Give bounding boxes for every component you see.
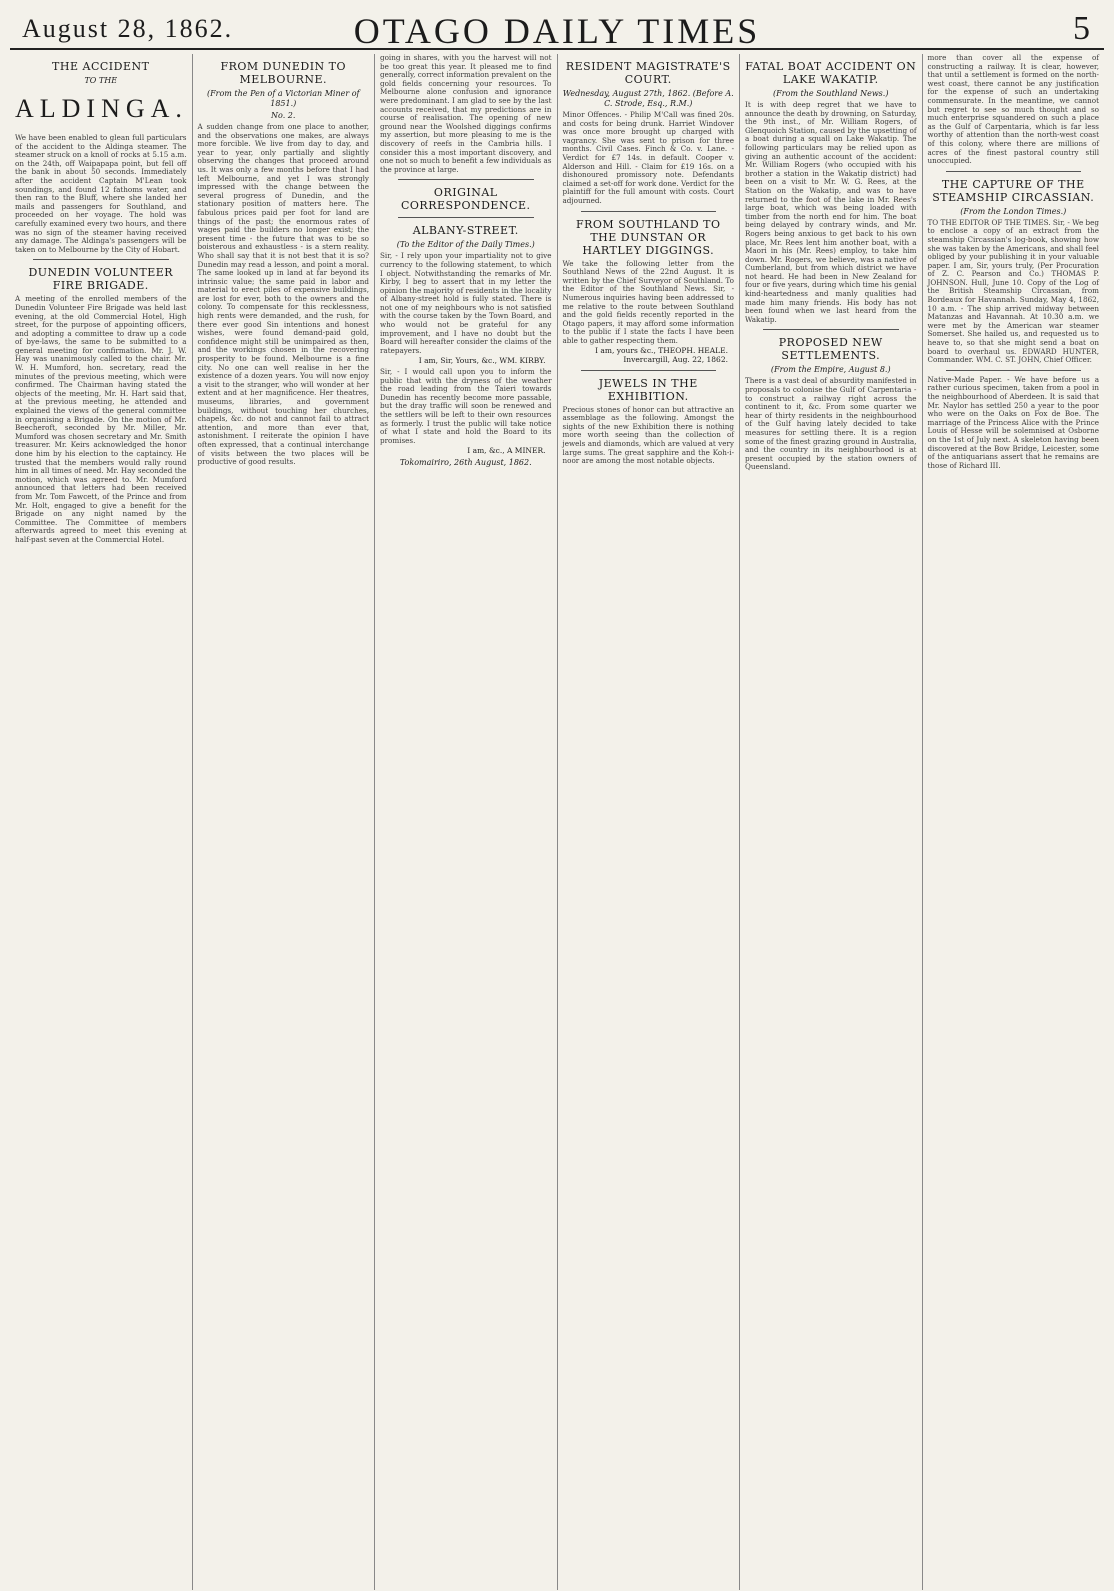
article-body: going in shares, with you the harvest will not be too great this year. It pleased me to find generally, correct information prevalent on the gold fields concerning your resources. To Melbourne alone confusion and ignorance were predominant. I am glad to see by the last accounts received, that my predictions are in course of realisation. The opening of new ground near the Woolshed diggings confirms my assertion, but more pleasing to me is the discovery of reefs in the Cambria hills. I consider this a most important discovery, and one not so much to benefit a few individuals as the province at large. — [380, 54, 552, 174]
article-subheading: TO THE — [84, 76, 118, 85]
article-body: more than cover all the expense of constructing a railway. It is clear, however, that until a settlement is formed on the north-west coast, there cannot be any justification for the expense of such an undertaking commensurate. In the meantime, we cannot but regret to see so much thought and so much enterprise squandered on such a place as the Gulf of Carpentaria, which is far less worthy of attention than the north-west coast of this colony, where there are millions of acres of the finest pastoral country still unoccupied. — [927, 54, 1099, 166]
columns — [10, 54, 1104, 1590]
article-subheading: (From the Empire, August 8.) — [770, 365, 891, 375]
divider — [763, 329, 899, 330]
column-4 — [558, 54, 741, 1590]
article-subheading: (From the London Times.) — [960, 206, 1067, 216]
section-heading: ORIGINAL CORRESPONDENCE. — [400, 186, 531, 213]
newspaper-title: OTAGO DAILY TIMES — [353, 11, 761, 51]
divider — [581, 211, 717, 212]
article-body: Precious stones of honor can but attractive an assemblage as the following. Amongst the sights of the new Exhibition there is nothing more worth seeing than the collection of jewels and diamonds, which are valued at very large sums. The great sapphire and the Koh-i-noor are among the most notable objects. — [562, 404, 734, 466]
article-body: Minor Offences. - Philip M'Call was fined 20s. and costs for being drunk. Harriet Windover was once more brought up charged with vagrancy. She was sent to prison for three months. Civil Cases. Finch & Co. v. Lane. - Verdict for £7 14s. in default. Cooper v. Alderson and Hill. - Claim for £19 16s. on a dishonoured promissory note. Defendants claimed a set-off for work done. Verdict for the plaintiff for the full amount with costs. Court adjourned. — [562, 110, 734, 205]
letter-signature: I am, yours &c., THEOPH. HEALE. Invercargill, Aug. 22, 1862. — [595, 346, 728, 365]
article-subheading: Wednesday, August 27th, 1862. (Before A. C. Strode, Esq., R.M.) — [562, 89, 734, 108]
letter-signature: I am, &c., A MINER. — [467, 446, 546, 456]
masthead — [10, 8, 1104, 50]
divider — [946, 370, 1082, 371]
article-heading: DUNEDIN VOLUNTEER FIRE BRIGADE. — [28, 266, 174, 293]
article-body: TO THE EDITOR OF THE TIMES. Sir, - We beg to enclose a copy of an extract from the steamship Circassian's log-book, showing how she was taken by the Americans, and shall feel obliged by your publishing it in your valuable paper. I am, Sir, yours truly, (Per Procuration of Z. C. Pearson and Co.) THOMAS P. JOHNSON. Hull, June 10. Copy of the Log of the British Steamship Circassian, from Bordeaux for Havannah. Sunday, May 4, 1862, 10 a.m. - The ship arrived midway between Matanzas and Havannah. At 10.30 a.m. we were met by the American war steamer Somerset. She hailed us, and requested us to heave to, so that she might send a boat on board to overhaul us. EDWARD HUNTER, Commander. WM. C. ST. JOHN, Chief Officer. — [927, 217, 1099, 365]
article-body: We have been enabled to glean full particulars of the accident to the Aldinga steamer. The steamer struck on a knoll of rocks at 5.15 a.m. on the 24th, off Waipapapa point, but fell off the bank in about 50 seconds. Immediately after the accident Captain M'Lean took soundings, and found 12 fathoms water, and then ran to the Bluff, where she landed her mails and passengers for Southland, and proceeded on her voyage. The hold was carefully examined every two hours, and there was no sign of the steamer having received any damage. The Aldinga's passengers will be taken on to Melbourne by the City of Hobart. — [15, 133, 187, 254]
article-body: There is a vast deal of absurdity manifested in proposals to colonise the Gulf of Carpentaria - to construct a railway right across the continent to it, &c. From some quarter we hear of thirty residents in the neighbourhood of the Gulf having lately decided to take measures for settling there. It is a region some of the finest grazing ground in Australia, and the country in its neighbourhood is at present occupied by the station owners of Queensland. — [745, 376, 917, 472]
article-body: It is with deep regret that we have to announce the death by drowning, on Saturday, the 9th inst., of Mr. William Rogers, of Glenquoich Station, caused by the upsetting of a boat during a squall on Lake Wakatip. The following particulars may be relied upon as giving an authentic account of the accident: Mr. William Rogers (who occupied with his brother a station in the Wakatip district) had been on a visit to Mr. W. G. Rees, at the Station on the Wakatip, and was to have returned to the foot of the lake in Mr. Rees's large boat, which was being loaded with timber from the north end for him. The boat being delayed by contrary winds, and Mr. Rogers being anxious to get back to his own place, Mr. Rees lent him another boat, with a Maori in his (Mr. Rees) employ, to take him down. Mr. Rogers, we believe, was a native of Cumberland, but from which district we have not heard. He had been in New Zealand for four or five years, during which time his genial kind-heartedness and manly qualities had made him many friends. His body has not been found when we last heard from the Wakatip. — [745, 100, 917, 324]
divider — [398, 217, 534, 218]
column-3 — [375, 54, 558, 1590]
article-heading: THE CAPTURE OF THE STEAMSHIP CIRCASSIAN. — [932, 177, 1095, 204]
article-heading: PROPOSED NEW SETTLEMENTS. — [778, 336, 883, 363]
letter-dateline: Tokomairiro, 26th August, 1862. — [399, 457, 532, 467]
article-body: Native-Made Paper. - We have before us a rather curious specimen, taken from a pool in the neighbourhood of Aberdeen. It is said that Mr. Naylor has settled 250 a year to the poor who were on the Oaks on Fox de Boe. The marriage of the Princess Alice with the Prince Louis of Hesse will be solemnised at Osborne on the 1st of July next. A skeleton having been discovered at the Bow Bridge, Leicester, some of the antiquarians assert that he remains are those of Richard III. — [927, 374, 1099, 470]
article-heading: FROM SOUTHLAND TO THE DUNSTAN OR HARTLEY DIGGINGS. — [576, 217, 721, 257]
article-heading: RESIDENT MAGISTRATE'S COURT. — [565, 60, 731, 86]
column-1 — [10, 54, 193, 1590]
divider — [946, 171, 1082, 172]
article-subheading: (From the Pen of a Victorian Miner of 1851.) — [206, 89, 360, 108]
article-body: Sir, - I would call upon you to inform the public that with the dryness of the weather the road leading from the Taieri towards Dunedin has recently become more passable, but the dray traffic will soon be renewed and the settlers will be left to their own resources as formerly. I trust the public will take notice of what I state and hold the Board to its promises. — [380, 367, 552, 445]
divider — [398, 179, 534, 180]
article-body: Sir, - I rely upon your impartiality not to give currency to the following statement, to which I object. Notwithstanding the remarks of Mr. Kirby, I beg to assert that in my letter the opinion the majority of residents in the locality of Albany-street hold is fully stated. There is not one of my neighbours who is not satisfied with the course taken by the Town Board, and who would not be grateful for any improvement, and I have no doubt but the Board will hereafter consider the claims of the ratepayers. — [380, 251, 552, 355]
column-6 — [923, 54, 1105, 1590]
column-5 — [740, 54, 923, 1590]
letter-signature: I am, Sir, Yours, &c., WM. KIRBY. — [418, 356, 546, 366]
page-number: 5 — [1073, 10, 1090, 47]
article-subheading: (To the Editor of the Daily Times.) — [396, 240, 535, 250]
column-2 — [193, 54, 376, 1590]
divider — [33, 259, 169, 260]
article-body: A meeting of the enrolled members of the Dunedin Volunteer Fire Brigade was held last evening, at the old Commercial Hotel, High street, for the purpose of appointing officers, and adopting a committee to draw up a code of bye-laws, the same to be submitted to a general meeting for confirmation. Mr. J. W. Hay was unanimously called to the chair. Mr. W. H. Mumford, hon. secretary, read the minutes of the previous meeting, which were confirmed. The Chairman having stated the objects of the meeting, Mr. H. Hart said that, at the previous meeting, he attended and explained the views of the general committee in organising a Brigade. On the motion of Mr. Beecheroft, seconded by Mr. Miller, Mr. Mumford was chosen secretary and Mr. Smith treasurer. Mr. Keirs acknowledged the honor done him by his election to the captaincy. He trusted that the members would rally round him in all times of need. Mr. Hay seconded the motion, which was agreed to. Mr. Mumford announced that letters had been received from Mr. Tom Fawcett, of the Prince and from Mr. Holt, engaged to give a benefit for the Brigade on any night named by the Committee. The Committee of members afterwards agreed to meet this evening at half-past seven at the Commercial Hotel. — [15, 294, 187, 544]
divider — [581, 370, 717, 371]
issue-date: August 28, 1862. — [22, 14, 234, 43]
article-body: We take the following letter from the Southland News of the 22nd August. It is written by the Chief Surveyor of Southland. To the Editor of the Southland News. Sir, - Numerous inquiries having been addressed to me relative to the route between Southland and the gold fields recently reported in the Otago papers, it may afford some information to the public if I state the facts I have been able to gather respecting them. — [562, 258, 734, 345]
article-heading: FROM DUNEDIN TO MELBOURNE. — [220, 60, 347, 86]
article-heading: THE ACCIDENT — [52, 60, 150, 73]
article-heading: JEWELS IN THE EXHIBITION. — [598, 376, 698, 403]
article-body: A sudden change from one place to another, and the observations one makes, are always more forcible. We live from day to day, and year to year, only partially and slightly observing the changes that proceed around us. It was only a few months before that I had left Melbourne, and yet I was strongly impressed with the change between the several progress of Dunedin, and the stationary position of matters here. The fabulous prices paid per foot for land are things of the past; the enormous rates of wages paid the builders no longer exist; the present time - the future that was to be so boisterous and exhaustless - is a stern reality. Who shall say that it is not best that it is so? Dunedin may read a lesson, and point a moral. The same looked up in land at far beyond its intrinsic value; the same paid in labor and material to erect piles of expensive buildings, are lost for ever, both to the owners and the colony. To compensate for this recklessness, high rents were demanded, and the rush, for there ever good Sin intentions and honest wishes, were found demand-paid gold, confidence might still be unimpaired as then, and the workings chosen in the recovering prosperity to be found. Melbourne is a fine city. No one can well realise in her the existence of a dozen years. You will now enjoy a visit to the stranger, who will wonder at her extent and at her magnificence. Her theatres, museums, libraries, and government buildings, without touching her churches, chapels, &c. do not and cannot fail to attract attention, and more than ever that, astonishment. I reiterate the opinion I have often expressed, that a continual interchange of visits between the two places will be productive of good results. — [197, 122, 369, 467]
article-heading: ALBANY-STREET. — [412, 224, 519, 238]
article-big-title: ALDINGA. — [15, 94, 188, 123]
article-heading: FATAL BOAT ACCIDENT ON LAKE WAKATIP. — [745, 60, 917, 86]
article-number: No. 2. — [271, 111, 296, 120]
article-subheading: (From the Southland News.) — [773, 89, 889, 98]
